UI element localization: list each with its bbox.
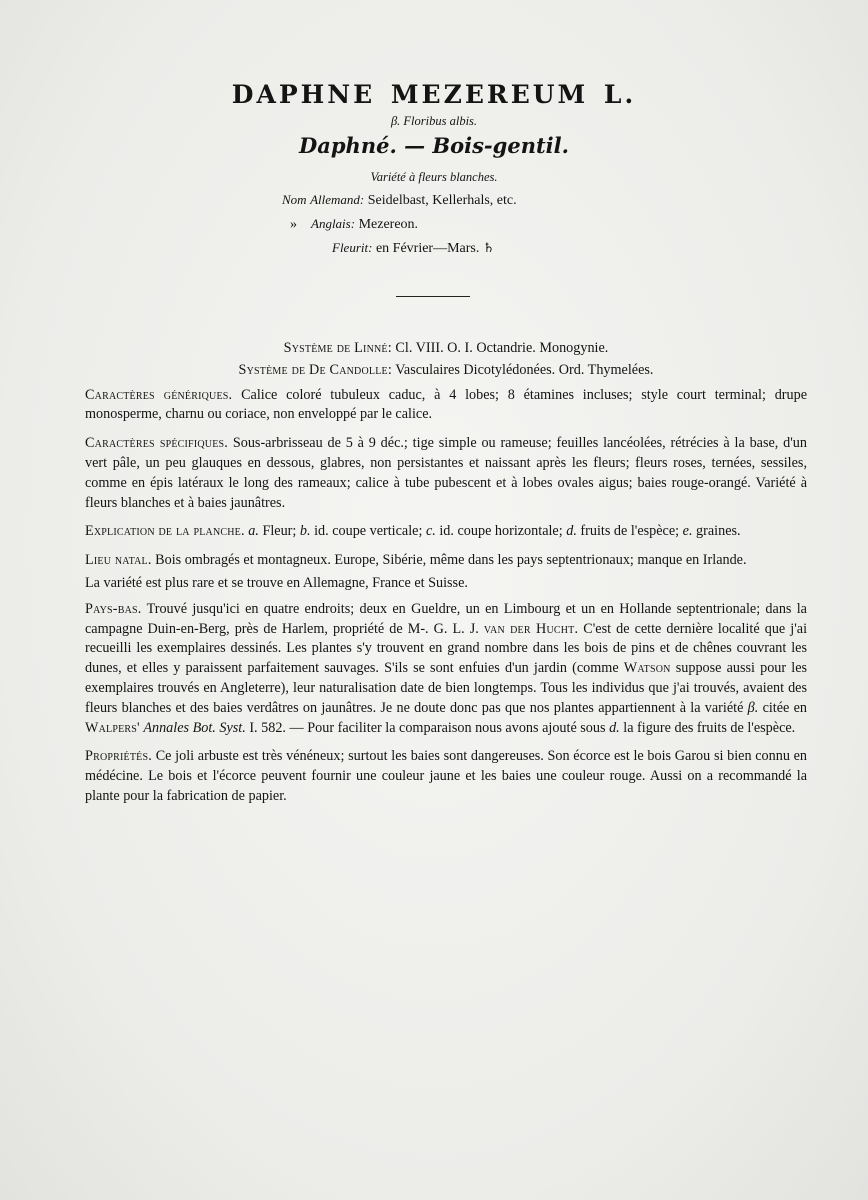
plate-key-e: e. (682, 523, 693, 540)
linne-system (85, 339, 807, 359)
generic-text: Calice coloré tubuleux caduc, à 4 lobes; 8 étamines incluses; style court terminal; drupe monosperme, charnu ou coriace, non enveloppé par le calice. (85, 386, 807, 423)
generic-label: Caractères génériques. (85, 386, 233, 403)
species-title: DAPHNE MEZEREUM L. (231, 80, 637, 109)
candolle-label: Système de De Candolle: (238, 361, 392, 378)
plate-key-b: b. (299, 523, 311, 540)
plate-explanation (85, 522, 807, 542)
specific-characters (85, 434, 807, 513)
name-row-german (282, 188, 517, 212)
person-name-van-der-hucht: van der Hucht. (483, 620, 579, 637)
figure-key-d: d. (609, 719, 620, 736)
plate-text-e: graines. (696, 523, 741, 540)
name-label: Anglais: (311, 216, 356, 231)
variety-french: Variété à fleurs blanches. (370, 170, 498, 184)
common-name: Daphné. — Bois-gentil. (299, 133, 569, 158)
person-name-watson: Watson (623, 660, 671, 677)
habitat-label: Lieu natal. (85, 552, 152, 569)
plate-key-a: a. (248, 523, 259, 540)
specific-text: Sous-arbrisseau de 5 à 9 déc.; tige simple ou rameuse; feuilles lancéolées, rétrécies à la base, d'un vert pâle, un peu glauques en dessous, glabres, non persistantes et naissant après les fleurs; fleurs roses, ternées, sessiles, comme en épis latéraux le long des rameaux; calice à tube pubescent et à lobes ovales aigus; baies rouge-orangé. Variété à fleurs blanches et à baies jaunâtres. (85, 435, 807, 511)
name-label: Fleurit: (332, 240, 373, 255)
plate-key-c: c. (425, 523, 436, 540)
name-label: Allemand: (310, 192, 365, 207)
netherlands-text-4: citée en (762, 699, 808, 716)
candolle-system (85, 361, 807, 381)
variety-latin: β. Floribus albis. (390, 114, 478, 128)
plate-text-c: id. coupe horizontale; (439, 523, 563, 540)
name-value: Seidelbast, Kellerhals, etc. (367, 193, 517, 208)
plate-label: Explication de la planche. (85, 523, 245, 540)
name-prefix: Nom (282, 192, 307, 207)
netherlands-text-5: I. 582. — Pour faciliter la comparaison nous avons ajouté sous (249, 719, 606, 736)
saturn-symbol-icon: ♄ (482, 241, 495, 256)
habitat-text: Bois ombragés et montagneux. Europe, Sibérie, même dans les pays septentrionaux; manque en Irlande. (155, 552, 747, 569)
native-habitat (85, 551, 807, 571)
name-value: en Février—Mars. (375, 241, 480, 256)
annales-title: Annales Bot. Syst. (143, 719, 246, 736)
properties-label: Propriétés. (85, 748, 152, 765)
properties-text: Ce joli arbuste est très vénéneux; surtout les baies sont dangereuses. Son écorce est le bois Garou si bien connu en médécine. Le bois et l'écorce peuvent fournir une couleur jaune et les baies une couleur rouge. Aussi on a recommandé la plante pour la fabrication de papier. (85, 748, 808, 804)
plate-text-d: fruits de l'espèce; (580, 523, 680, 540)
plate-text-b: id. coupe verticale; (314, 523, 423, 540)
plate-text-a: Fleur; (262, 523, 297, 540)
netherlands-text-6: la figure des fruits de l'espèce. (623, 719, 796, 736)
candolle-text: Vasculaires Dicotylédonées. Ord. Thymelées. (395, 361, 654, 378)
name-prefix: » (290, 217, 297, 232)
netherlands-text-3: suppose aussi pour les exemplaires trouvés en Angleterre), leur naturalisation date de bien longtemps. Tous les individus que j'ai trouvés, avaient des fleurs blanches et des baies verdâtres on jaunâtres. Je ne doute donc pas que nos plantes appartiennent à la variété (85, 660, 808, 716)
person-name-walpers: Walpers' (85, 719, 140, 736)
description-body (85, 339, 807, 807)
variety-distribution (85, 574, 807, 594)
netherlands-text-1: Trouvé jusqu'ici en quatre endroits; deux en Gueldre, un en Limbourg et un en Hollande septentrionale; dans la campagne Duin-en-Berg, près de Harlem, propriété de M-. G. L. J. (85, 600, 807, 637)
name-row-flowering (282, 236, 517, 260)
section-divider (396, 296, 470, 297)
netherlands-label: Pays-bas. (85, 600, 142, 617)
properties-section (85, 747, 807, 806)
netherlands-text-2: C'est de cette dernière localité que j'ai recueilli les exemplaires dessinés. Les plantes s'y trouvent en grand nombre dans les bois de pins et de chênes couvrant les dunes, et elles y paraissent parfaitement sauvages. S'ils se sont enfuies d'un jardin (comme (85, 620, 808, 677)
variety-beta: β. (747, 699, 759, 716)
name-row-english (282, 212, 517, 236)
names-block (282, 188, 517, 260)
name-value: Mezereon. (358, 217, 419, 232)
variety-distribution-text: La variété est plus rare et se trouve en Allemagne, France et Suisse. (85, 574, 468, 591)
generic-characters (85, 386, 807, 426)
linne-text: Cl. VIII. O. I. Octandrie. Monogynie. (395, 340, 609, 356)
netherlands-section (85, 600, 807, 739)
plate-key-d: d. (566, 523, 577, 540)
specific-label: Caractères spécifiques. (85, 435, 229, 452)
linne-label: Système de Linné: (283, 340, 392, 356)
